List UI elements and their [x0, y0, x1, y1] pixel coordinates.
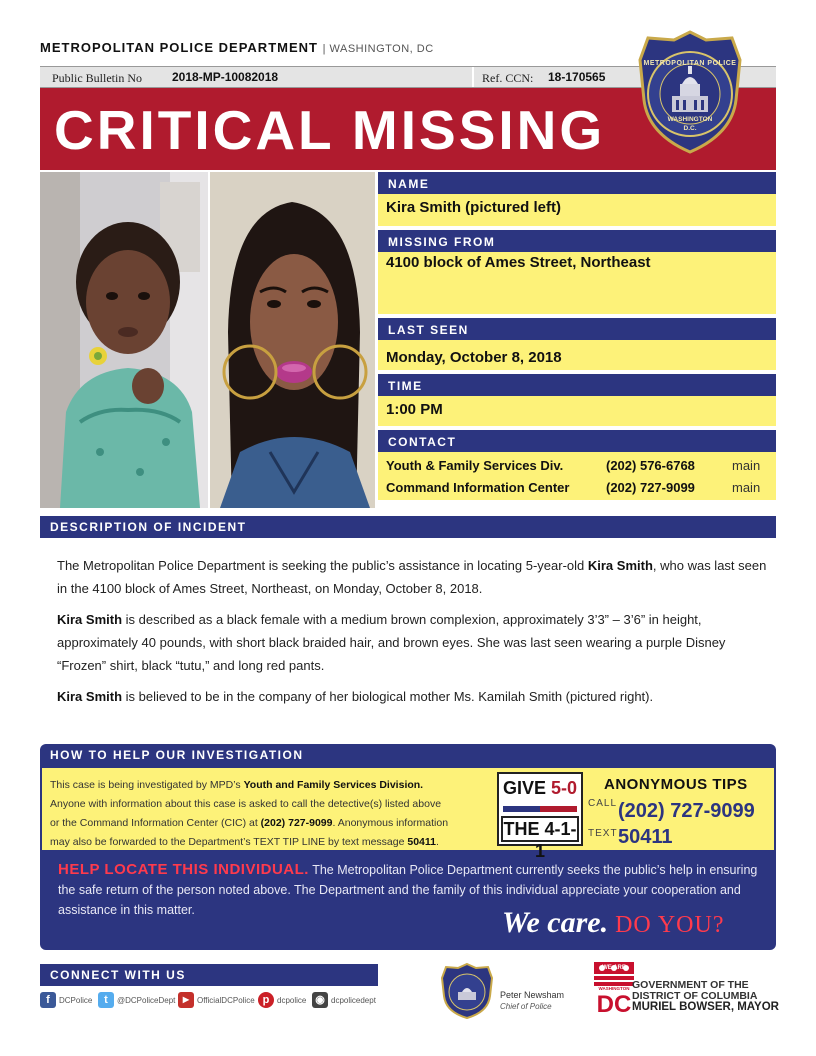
contact-label: CONTACT — [376, 430, 776, 452]
police-badge-logo — [636, 30, 744, 154]
banner-title: CRITICAL MISSING — [54, 99, 606, 161]
give-label: GIVE 5-0 — [501, 778, 579, 804]
department-city: | WASHINGTON, DC — [322, 43, 434, 55]
description-header: DESCRIPTION OF INCIDENT — [40, 516, 776, 538]
photo-missing-child — [40, 172, 208, 508]
contact-phone[interactable]: (202) 576-6768 — [606, 457, 695, 473]
last-seen-value: Monday, October 8, 2018 — [376, 340, 776, 370]
give-stripe — [503, 806, 577, 812]
social-link-youtube[interactable]: ▶ OfficialDCPolice — [178, 992, 255, 1008]
contact-phone[interactable]: (202) 727-9099 — [606, 479, 695, 495]
twitter-icon: t — [98, 992, 114, 1008]
help-header: HOW TO HELP OUR INVESTIGATION — [50, 748, 304, 762]
social-link-twitter[interactable]: t @DCPoliceDept — [98, 992, 175, 1008]
photo-mother — [210, 172, 375, 508]
the-411-label: THE 4-1-1 — [501, 816, 579, 842]
department-name: METROPOLITAN POLICE DEPARTMENT — [40, 40, 318, 55]
description-paragraph: Kira Smith is described as a black female with a medium brown complexion, approximately 3’3” – 3’6” in height, approximately 40 pounds, with short black braided hair, and brown eyes. She was last seen wearing a purple Disney “Frozen” shirt, black “tutu,” and long red pants. — [57, 612, 726, 673]
time-label: TIME — [376, 374, 776, 396]
contact-line: main — [732, 479, 761, 495]
badge-top-text: METROPOLITAN POLICE — [643, 60, 737, 67]
description-paragraph: The Metropolitan Police Department is seeking the public’s assistance in locating 5-year-old Kira Smith, who was last seen in the 4100 block of Ames Street, Northeast, on Monday, October 8, 2018. — [57, 558, 767, 596]
tip-phone-number[interactable]: (202) 727-9099 — [618, 800, 755, 822]
anonymous-tips-title: ANONYMOUS TIPS — [604, 776, 748, 793]
department-heading — [40, 40, 434, 55]
bulletin-label: Public Bulletin No — [52, 71, 142, 85]
we-care-slogan: We care. DO YOU? — [502, 906, 725, 939]
social-links — [40, 992, 380, 1010]
chief-title: Chief of Police — [500, 1002, 552, 1011]
missing-person-info — [376, 172, 776, 500]
locate-body: The Metropolitan Police Department currently seeks the public’s help in ensuring the safe return of the person noted above. The Department and the family of this individual appreciate your cooperation and assistance in this matter. — [58, 863, 758, 917]
contact-row — [386, 476, 776, 498]
contact-line: main — [732, 457, 761, 473]
last-seen-label: LAST SEEN — [376, 318, 776, 340]
ccn-label: Ref. CCN: — [482, 71, 534, 85]
badge-bottom-text: WASHINGTON — [667, 116, 713, 123]
contact-row — [386, 454, 776, 476]
badge-sub-text: D.C. — [683, 125, 697, 132]
instagram-icon: ◉ — [312, 992, 328, 1008]
dc-line-3: MURIEL BOWSER, MAYOR — [632, 1001, 779, 1013]
description-body — [57, 554, 767, 716]
chief-badge-icon — [440, 962, 494, 1020]
name-label: NAME — [376, 172, 776, 194]
dc-line-2: DISTRICT OF COLUMBIA — [632, 990, 758, 1002]
give-5-0-logo — [497, 772, 583, 861]
missing-from-label: MISSING FROM — [376, 230, 776, 252]
ccn-number: 18-170565 — [548, 70, 606, 84]
connect-header: CONNECT WITH US — [40, 964, 378, 986]
help-instructions — [50, 776, 490, 852]
locate-title: HELP LOCATE THIS INDIVIDUAL. — [58, 861, 309, 878]
help-line: This case is being investigated by MPD’s Youth and Family Services Division. — [50, 779, 424, 791]
social-link-instagram[interactable]: ◉ dcpolicedept — [312, 992, 376, 1008]
chief-name: Peter Newsham — [500, 990, 565, 1000]
social-link-facebook[interactable]: f DCPolice — [40, 992, 92, 1008]
contact-unit: Command Information Center — [386, 479, 570, 495]
help-line: or the Command Information Center (CIC) at (202) 727-9099. Anonymous information — [50, 817, 449, 829]
help-line: Anyone with information about this case is asked to call the detective(s) listed above — [50, 798, 442, 810]
call-label: CALL — [588, 798, 618, 809]
dc-government-text — [632, 980, 779, 1013]
youtube-icon: ▶ — [178, 992, 194, 1008]
bulletin-number: 2018-MP-10082018 — [172, 70, 279, 84]
facebook-icon: f — [40, 992, 56, 1008]
dc-we-are: WE ARE — [602, 965, 626, 971]
dc-washington: WASHINGTON — [598, 986, 630, 991]
text-label: TEXT — [588, 828, 618, 839]
svg-text:DC: DC — [596, 991, 632, 1016]
social-link-pinterest[interactable]: p dcpolice — [258, 992, 306, 1008]
bulletin-divider — [472, 67, 474, 87]
name-value: Kira Smith (pictured left) — [376, 194, 776, 226]
description-paragraph: Kira Smith is believed to be in the company of her biological mother Ms. Kamilah Smith (pictured right). — [57, 689, 654, 704]
time-value: 1:00 PM — [376, 396, 776, 426]
dc-flag-logo — [594, 962, 634, 1016]
missing-from-value: 4100 block of Ames Street, Northeast — [376, 252, 776, 314]
contact-unit: Youth & Family Services Div. — [386, 457, 564, 473]
dc-line-1: GOVERNMENT OF THE — [632, 979, 749, 991]
pinterest-icon: p — [258, 992, 274, 1008]
help-line: may also be forwarded to the Department’s TEXT TIP LINE by text message 50411. — [50, 836, 439, 848]
tip-text-code: 50411 — [618, 826, 673, 848]
contact-list — [376, 452, 776, 500]
